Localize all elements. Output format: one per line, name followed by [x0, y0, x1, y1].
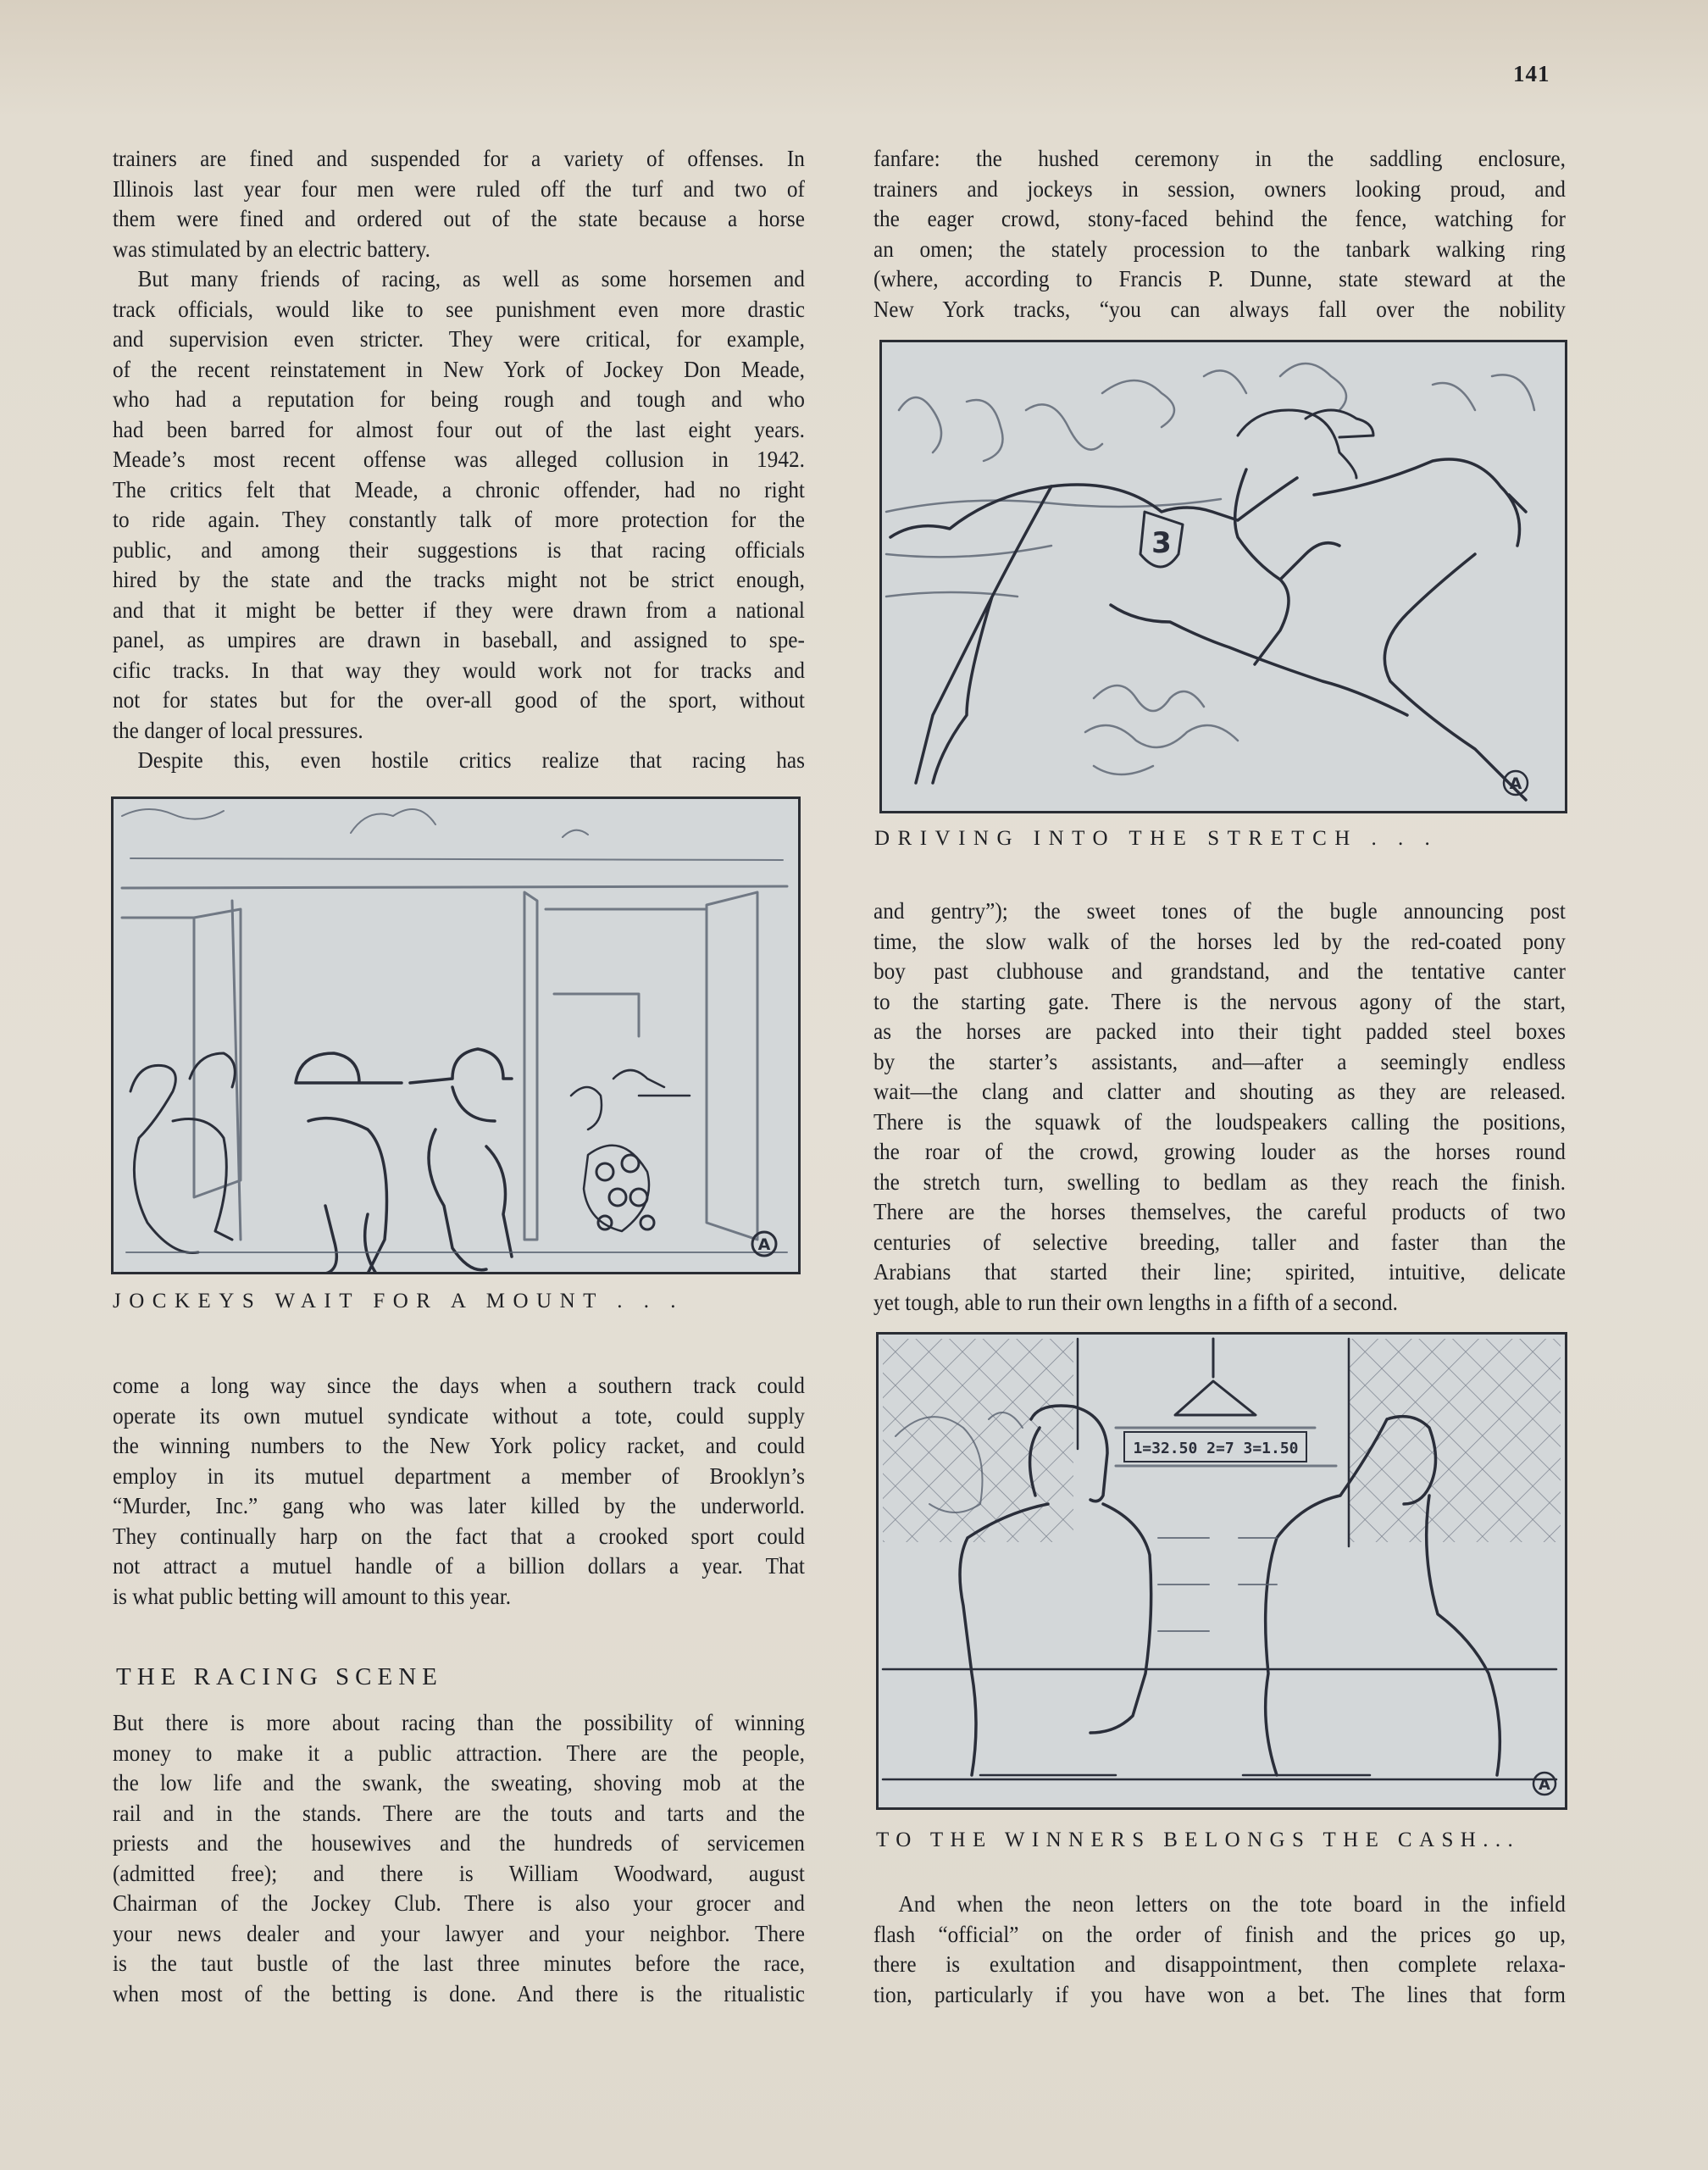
text-line: your news dealer and your lawyer and your neighbor. There — [113, 1919, 805, 1946]
figure-caption-stretch: DRIVING INTO THE STRETCH . . . — [874, 827, 1439, 850]
right-column-text-block-3 — [873, 1889, 1626, 2009]
text-line: and supervision even stricter. They were critical, for example, — [113, 325, 805, 352]
text-line: as the horses are packed into their tight padded steel boxes — [873, 1018, 1566, 1044]
text-line: not attract a mutuel handle of a billion dollars a year. That — [113, 1552, 805, 1579]
text-line: is what public betting will amount to this year. — [113, 1582, 512, 1609]
text-line: yet tough, able to run their own lengths in a fifth of a second. — [873, 1288, 1399, 1315]
text-line: rail and in the stands. There are the touts and tarts and the — [113, 1799, 805, 1826]
text-line: by the starter’s assistants, and—after a seemingly endless — [873, 1047, 1566, 1074]
text-line: boy past clubhouse and grandstand, and the tentative canter — [873, 957, 1566, 984]
text-line: Arabians that started their line; spirited, intuitive, delicate — [873, 1258, 1566, 1285]
text-line: New York tracks, “you can always fall over the nobility — [873, 295, 1566, 322]
artist-signature: A — [1539, 1776, 1550, 1794]
text-line: to the starting gate. There is the nervous agony of the start, — [873, 987, 1566, 1014]
text-line: employ in its mutuel department a member of Brooklyn’s — [113, 1462, 805, 1489]
text-line: there is exultation and disappointment, then complete relaxa- — [873, 1951, 1566, 1977]
text-line: fanfare: the hushed ceremony in the saddling enclosure, — [873, 145, 1566, 171]
text-line: time, the slow walk of the horses led by the red-coated pony — [873, 927, 1566, 954]
artist-signature: A — [757, 1235, 771, 1254]
right-column-text-block-1 — [873, 143, 1626, 324]
text-line: the stretch turn, swelling to bedlam as they reach the finish. — [873, 1168, 1566, 1195]
text-line: trainers are fined and suspended for a variety of offenses. In — [113, 145, 805, 171]
text-line: panel, as umpires are drawn in baseball, and assigned to spe- — [113, 626, 805, 652]
text-line: And when the neon letters on the tote board in the infield — [898, 1890, 1566, 1917]
article-text — [873, 896, 1566, 1317]
text-line: operate its own mutuel syndicate without a tote, could supply — [113, 1401, 805, 1429]
text-line: There is the squawk of the loudspeakers calling the positions, — [873, 1107, 1566, 1135]
text-line: public, and among their suggestions is that racing officials — [113, 536, 805, 563]
article-text — [873, 1889, 1566, 2009]
jockeys-sketch — [114, 799, 798, 1272]
text-line: They continually harp on the fact that a crooked sport could — [113, 1522, 805, 1549]
text-line: come a long way since the days when a southern track could — [113, 1372, 805, 1398]
article-text — [113, 1370, 805, 1611]
text-line: Chairman of the Jockey Club. There is also your grocer and — [113, 1890, 805, 1916]
text-line: who had a reputation for being rough and tough and who — [113, 386, 805, 412]
left-column-text-block-3 — [113, 1707, 865, 2008]
left-column-text-block-2 — [113, 1370, 865, 1611]
text-line: flash “official” on the order of finish and the prices go up, — [873, 1920, 1566, 1947]
article-text — [113, 143, 805, 775]
text-line: of the recent reinstatement in New York of Jockey Don Meade, — [113, 355, 805, 382]
illustration-winners-cash — [876, 1332, 1567, 1810]
racehorse-sketch — [882, 342, 1565, 811]
figure-caption-winners: TO THE WINNERS BELONGS THE CASH... — [876, 1829, 1521, 1851]
article-text — [873, 143, 1566, 324]
text-line: to ride again. They constantly talk of more protection for the — [113, 506, 805, 532]
text-line: centuries of selective breeding, taller and faster than the — [873, 1228, 1566, 1255]
text-line: trainers and jockeys in session, owners looking proud, and — [873, 175, 1566, 202]
text-line: The critics felt that Meade, a chronic offender, had no right — [113, 475, 805, 502]
text-line: wait—the clang and clatter and shouting as they are released. — [873, 1078, 1566, 1104]
text-line: when most of the betting is done. And there is the ritualistic — [113, 1979, 805, 2006]
text-line: Illinois last year four men were ruled off the turf and two of — [113, 175, 805, 202]
text-line: “Murder, Inc.” gang who was later killed by the underworld. — [113, 1492, 805, 1518]
illustration-driving-into-stretch — [879, 340, 1567, 813]
text-line: (where, according to Francis P. Dunne, state steward at the — [873, 265, 1566, 291]
article-text — [113, 1707, 805, 2008]
text-line: hired by the state and the tracks might not be strict enough, — [113, 566, 805, 592]
text-line: is the taut bustle of the last three minutes before the race, — [113, 1950, 805, 1976]
text-line: But there is more about racing than the possibility of winning — [113, 1709, 805, 1735]
text-line: the eager crowd, stony-faced behind the fence, watching for — [873, 205, 1566, 231]
text-line: had been barred for almost four out of the last eight years. — [113, 415, 805, 442]
figure-caption-jockeys: JOCKEYS WAIT FOR A MOUNT . . . — [113, 1290, 684, 1313]
text-line: them were fined and ordered out of the state because a horse — [113, 205, 805, 231]
page-number: 141 — [1513, 61, 1550, 86]
text-line: (admitted free); and there is William Woodward, august — [113, 1859, 805, 1886]
betting-window-sketch — [879, 1335, 1565, 1807]
text-line: money to make it a public attraction. There are the people, — [113, 1739, 805, 1766]
illustration-jockeys-waiting — [111, 796, 801, 1274]
text-line: But many friends of racing, as well as some horsemen and — [137, 265, 805, 291]
text-line: the danger of local pressures. — [113, 716, 363, 743]
text-line: Despite this, even hostile critics realize that racing has — [137, 746, 805, 773]
text-line: cific tracks. In that way they would work not for tracks and — [113, 656, 805, 683]
text-line: tion, particularly if you have won a bet. The lines that form — [873, 1980, 1566, 2007]
text-line: the roar of the crowd, growing louder as the horses round — [873, 1138, 1566, 1164]
text-line: not for states but for the over-all good of the sport, without — [113, 686, 805, 713]
text-line: was stimulated by an electric battery. — [113, 235, 430, 262]
artist-signature: A — [1509, 774, 1522, 793]
text-line: the winning numbers to the New York policy racket, and could — [113, 1432, 805, 1458]
text-line: and gentry”); the sweet tones of the bugle announcing post — [873, 897, 1566, 924]
text-line: Meade’s most recent offense was alleged collusion in 1942. — [113, 446, 805, 472]
text-line: track officials, would like to see punishment even more drastic — [113, 295, 805, 322]
saddlecloth-number: 3 — [1151, 526, 1172, 560]
text-line: and that it might be better if they were drawn from a national — [113, 596, 805, 623]
left-column-text-block-1 — [113, 143, 865, 775]
section-heading: THE RACING SCENE — [116, 1663, 443, 1690]
text-line: the low life and the swank, the sweating, shoving mob at the — [113, 1769, 805, 1795]
right-column-text-block-2 — [873, 896, 1626, 1317]
tote-board-odds: 1=32.50 2=7 3=1.50 — [1133, 1440, 1299, 1457]
text-line: priests and the housewives and the hundreds of servicemen — [113, 1829, 805, 1856]
text-line: an omen; the stately procession to the tanbark walking ring — [873, 235, 1566, 262]
text-line: There are the horses themselves, the careful products of two — [873, 1198, 1566, 1224]
